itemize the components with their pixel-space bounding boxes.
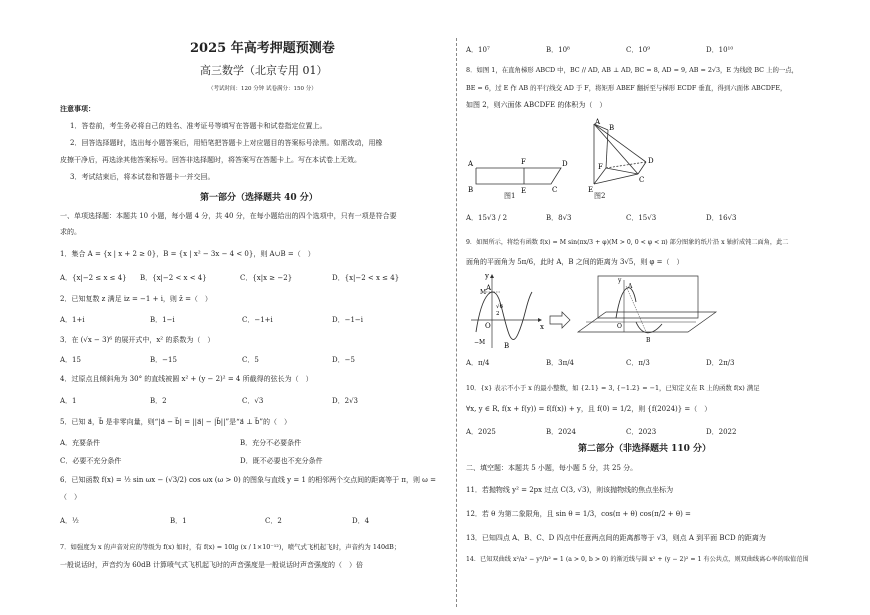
- question-stem: 10．{x} 表示不小于 x 的最小整数，如 {2.1} = 3, {−1.2} = −1，已知定义在 R 上的函数 f(x) 满足: [466, 384, 760, 392]
- graph-label-x: x: [540, 323, 544, 331]
- question-stem: 14．已知双曲线 x²/a² − y²/b² = 1 (a > 0, b > 0) 的渐近线与圆 x² + (y − 2)² = 1 有公共点，则双曲线离心率的取值范围: [466, 556, 809, 563]
- question-stem: 8．如图 1，在直角梯形 ABCD 中，BC // AD, AB ⊥ AD, BC = 8, AD = 9, AB = 2√3，E 为线段 BC 上的一点，: [466, 66, 799, 74]
- question-stem: 7．如强度为 x 的声音对应的等级为 f(x) 如时，有 f(x) = 10lg (x / 1×10⁻¹²)，喷气式飞机起飞时，声音约为 140dB；: [60, 543, 401, 551]
- graph-label-b: B: [504, 342, 510, 350]
- option-b: B．2: [150, 397, 167, 405]
- graph2-label-o: O: [617, 323, 622, 330]
- question-stem-cont: ∀x, y ∈ R, f(x + f(y)) = f(f(x)) + y，且 f(0) = 1/2，则 {f(2024)} =（ ）: [466, 405, 712, 413]
- fig1-label-a: A: [468, 160, 474, 168]
- fig2-label-e: E: [588, 186, 594, 194]
- option-d: D．既不必要也不充分条件: [240, 457, 323, 465]
- fig2-label-b: B: [609, 124, 615, 132]
- option-b: B．2024: [546, 428, 576, 436]
- option-a: A．15: [60, 356, 81, 364]
- question-stem-cont: BE = 6，过 E 作 AB 的平行线交 AD 于 F，将矩形 ABEF 翻折至与梯形 ECDF 垂直，得到六面体 ABCDFE，: [466, 84, 787, 92]
- exam-subtitle: 高三数学（北京专用 01）: [200, 64, 328, 77]
- part1-intro: 求的。: [60, 228, 81, 236]
- option-b: B．1: [170, 517, 187, 525]
- graph2-label-y: y: [618, 277, 622, 284]
- exam-title: 2025 年高考押题预测卷: [190, 41, 335, 56]
- option-b: B．{x|−2 < x < 4}: [140, 274, 207, 282]
- note-item: 3．考试结束后，将本试卷和答题卡一并交回。: [70, 173, 215, 181]
- question-stem: 3．在 (√x − 3)⁶ 的展开式中，x² 的系数为（ ）: [60, 336, 215, 344]
- figure-1-trapezoid: [466, 150, 576, 200]
- question-stem-cont: （ ）: [60, 493, 81, 501]
- note-item: 2．回答选择题时，选出每小题答案后，用铅笔把答题卡上对应题目的答案标号涂黑。如需改动，用橡: [70, 139, 383, 147]
- question-stem-cont: 面角的平面角为 5π/6，此时 A，B 之间的距离为 3√5，则 φ =（ ）: [466, 258, 684, 266]
- question-stem: 2．已知复数 z 满足 iz = −1 + i，则 z̄ =（ ）: [60, 295, 212, 303]
- option-d: D．10¹⁰: [706, 46, 734, 54]
- note-item: 1．答卷前，考生务必将自己的姓名、准考证号等填写在答题卡和试卷指定位置上。: [70, 122, 327, 130]
- graph-label-a: A: [486, 284, 492, 292]
- option-a: A．15√3 / 2: [466, 214, 508, 222]
- fig1-label-b: B: [468, 186, 474, 194]
- graph2-label-b: B: [646, 337, 651, 344]
- option-a: A．{x|−2 ≤ x ≤ 4}: [60, 274, 127, 282]
- fig2-label-d: D: [648, 157, 654, 165]
- part1-heading: 第一部分（选择题共 40 分）: [200, 193, 318, 203]
- graph-label-m: M: [480, 289, 487, 296]
- option-b: B．−15: [150, 356, 177, 364]
- left-column: [60, 0, 448, 615]
- option-c: C．5: [242, 356, 259, 364]
- question-stem-cont: 如图 2，则六面体 ABCDFE 的体积为（ ）: [466, 101, 607, 109]
- question-stem: 13．已知四点 A、B、C、D 四点中任意两点间的距离都等于 √3，则点 A 到平面 BCD 的距离为: [466, 534, 766, 542]
- fill-intro: 二、填空题：本题共 5 小题，每小题 5 分，共 25 分。: [466, 464, 638, 472]
- option-d: D．2022: [706, 428, 737, 436]
- option-d: D．−5: [332, 356, 355, 364]
- figure-2-solid: [576, 118, 666, 196]
- option-d: D．{x|−2 < x ≤ 4}: [332, 274, 400, 282]
- exam-info: （考试时间：120 分钟 试卷满分：150 分）: [208, 86, 317, 92]
- option-a: A．½: [60, 517, 79, 525]
- figure-q9-graph: [466, 272, 726, 352]
- option-c: C．2023: [626, 428, 657, 436]
- option-c: C．2: [265, 517, 282, 525]
- graph-label-neg-m: −M: [474, 339, 486, 346]
- question-stem: 11．若抛物线 y² = 2px 过点 C(3, √3)，则该抛物线的焦点坐标为: [466, 486, 674, 494]
- fig1-label-f: F: [521, 158, 526, 166]
- option-a: A．1+i: [60, 316, 85, 324]
- question-stem: 9．如图所示，将绘有函数 f(x) = M sin(πx/3 + φ)(M > 0, 0 < φ < π) 部分图象的纸片沿 x 轴折成钝二面角，此二: [466, 239, 789, 246]
- option-c: C．{x|x ≥ −2}: [240, 274, 293, 282]
- option-a: A．π/4: [466, 359, 490, 367]
- option-d: D．16√3: [706, 214, 737, 222]
- option-c: C．必要不充分条件: [60, 457, 122, 465]
- option-c: C．−1+i: [242, 316, 273, 324]
- option-a: A．2025: [466, 428, 496, 436]
- graph2-label-a: A: [628, 283, 633, 290]
- option-b: B．3π/4: [546, 359, 575, 367]
- fig1-label-d: D: [562, 160, 568, 168]
- option-d: D．−1−i: [332, 316, 364, 324]
- question-stem: 6．已知函数 f(x) = ½ sin ωx − (√3/2) cos ωx (ω > 0) 的图象与直线 y = 1 的相邻两个交点间的距离等于 π，则 ω =: [60, 476, 436, 484]
- question-stem: 12．若 θ 为第二象限角，且 sin θ = 1/3，cos(π + θ) cos(π/2 + θ) =: [466, 510, 691, 518]
- option-d: D．4: [352, 517, 370, 525]
- option-a: A．1: [60, 397, 77, 405]
- note-item: 皮擦干净后，再选涂其他答案标号。回答非选择题时，将答案写在答题卡上。写在本试卷上无效。: [60, 156, 361, 164]
- part1-intro: 一、单项选择题：本题共 10 小题，每小题 4 分，共 40 分，在每小题给出的四个选项中，只有一项是符合要: [60, 212, 397, 220]
- option-c: C．√3: [242, 397, 264, 405]
- option-c: C．π/3: [626, 359, 650, 367]
- column-divider: [456, 38, 457, 607]
- part2-heading: 第二部分（非选择题共 110 分）: [578, 444, 712, 454]
- right-column: [466, 0, 826, 615]
- option-c: C．10⁹: [626, 46, 651, 54]
- option-b: B．充分不必要条件: [240, 439, 302, 447]
- option-a: A．充要条件: [60, 439, 101, 447]
- option-a: A．10⁷: [466, 46, 490, 54]
- option-b: B．10⁸: [546, 46, 570, 54]
- question-stem: 1．集合 A = {x | x + 2 ≥ 0}，B = {x | x² − 3x − 4 < 0}，则 A∪B =（ ）: [60, 250, 315, 258]
- option-b: B．1−i: [150, 316, 175, 324]
- question-stem-cont: 一般说话时，声音约为 60dB 计算喷气式飞机起飞时的声音强度是一般说话时声音强度的（ ）倍: [60, 561, 363, 569]
- fig1-label-c: C: [552, 186, 558, 194]
- graph-label-tick2: 2: [496, 311, 500, 317]
- question-stem: 4．过原点且倾斜角为 30° 的直线被圆 x² + (y − 2)² = 4 所截得的弦长为（ ）: [60, 375, 313, 383]
- option-b: B．8√3: [546, 214, 572, 222]
- option-c: C．15√3: [626, 214, 657, 222]
- graph-label-y: y: [485, 272, 489, 280]
- fold-arrow-icon: [550, 312, 570, 328]
- option-d: D．2π/3: [706, 359, 735, 367]
- fig2-label-a: A: [595, 118, 601, 126]
- graph-label-tick: √6: [496, 304, 504, 310]
- question-stem: 5．已知 a⃗，b⃗ 是非零向量，则“|a⃗ − b⃗| = ||a⃗| − |b⃗||”是“a⃗ ⊥ b⃗”的（ ）: [60, 418, 291, 426]
- fig2-label-c: C: [639, 176, 645, 184]
- figure-1-caption: 图1: [504, 192, 516, 200]
- graph-label-o: O: [485, 322, 491, 330]
- option-d: D．2√3: [332, 397, 358, 405]
- figure-2-caption: 图2: [594, 192, 606, 200]
- notes-heading: 注意事项：: [60, 104, 95, 113]
- fig1-label-e: E: [521, 187, 527, 195]
- fig2-label-f: F: [598, 163, 603, 171]
